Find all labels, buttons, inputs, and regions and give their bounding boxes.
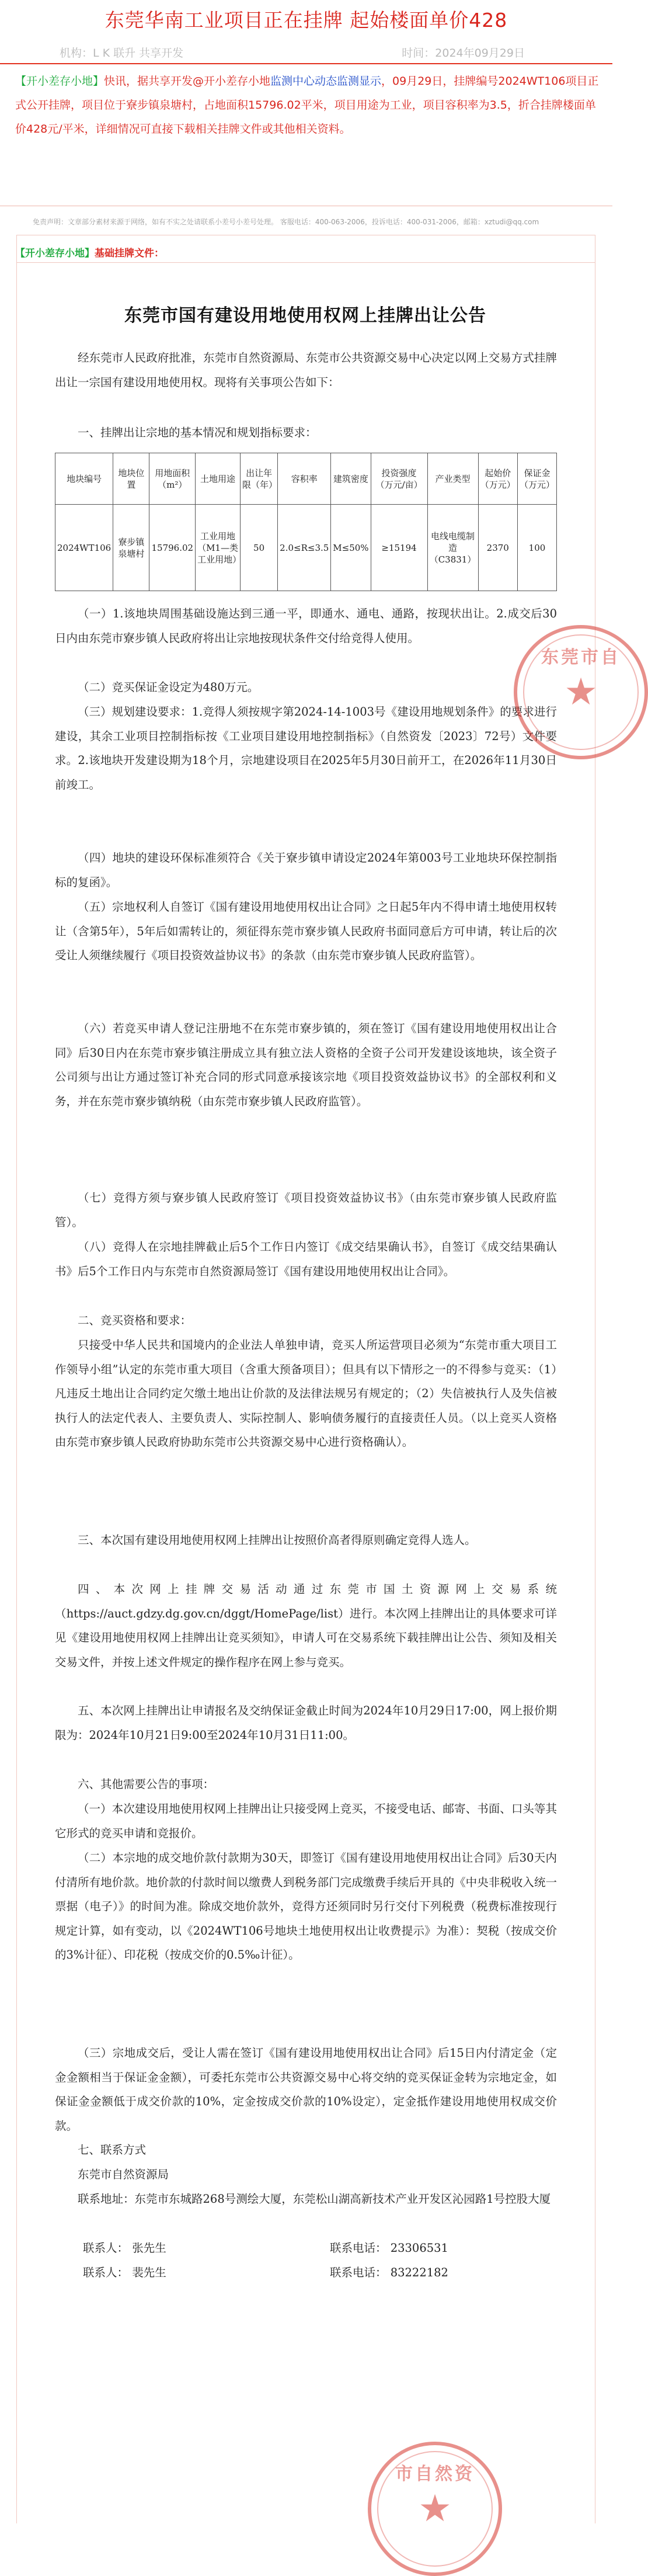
other-item-2: （二）本宗地的成交地价款付款期为30天，即签订《国有建设用地使用权出让合同》后30天内付清所有地价款。地价款的付款时间以缴费人到税务部门完成缴费手续后开具的《中央非税收入统一票据（电子）》的时间为准。除成交地价款外，竞得方还须同时另行交付下列税费（税费标准按现行规定计算，如有变动，以《2024WT106号地块土地使用权出让收费提示》为准）：契税（按成交价的3%计征）、印花税（按成交价的0.5‰计征）。 (55, 1851, 557, 1961)
table-header-cell: 出让年限（年） (241, 453, 278, 505)
table-cell: 2.0≤R≤3.5 (278, 505, 331, 591)
contact-address: 联系地址：东莞市东城路268号测绘大厦，东莞松山湖高新技术产业开发区沁园路1号控股大厦 (78, 2192, 551, 2206)
plot-info-table (55, 453, 557, 591)
section-label (15, 245, 164, 259)
contact-tel-1: 联系电话： 23306531 (330, 2241, 448, 2255)
intro-text-1: 快讯，据共享开发@开小差存小地 (104, 75, 271, 88)
table-header-cell: 用地面积（m²） (149, 453, 196, 505)
intro-brand[interactable]: 【开小差存小地】 (15, 75, 104, 88)
table-header-cell: 地块位置 (113, 453, 149, 505)
table-cell: 15796.02 (149, 505, 196, 591)
table-row (55, 505, 557, 591)
table-cell: 工业用地（M1—类工业用地） (196, 505, 241, 591)
section-label-text: 基础挂牌文件： (95, 248, 164, 259)
intro-paragraph (15, 70, 599, 141)
clause-8: （八）竞得人在宗地挂牌截止后5个工作日内签订《成交结果确认书》，自签订《成交结果确认书》后5个工作日内与东莞市自然资源局签订《国有建设用地使用权出让合同》。 (55, 1240, 557, 1278)
clause-1: （一）1.该地块周围基础设施达到三通一平，即通水、通电、通路，按现状出让。2.成交后30日内由东莞市寮步镇人民政府将出让宗地按现状条件交付给竞得人使用。 (55, 607, 557, 645)
table-header-row (55, 453, 557, 505)
source-label: 机构：L K 联升 共享开发 (60, 47, 184, 60)
clause-4: （四）地块的建设环保标准须符合《关于寮步镇申请设定2024年第003号工业地块环保控制指标的复函》。 (55, 851, 557, 889)
publish-date: 时间：2024年09月29日 (402, 47, 525, 60)
seal-text: 东莞市自 (541, 647, 621, 668)
heading-3: 三、本次国有建设用地使用权网上挂牌出让按照价高者得原则确定竞得人选人。 (78, 1533, 476, 1547)
heading-1: 一、挂牌出让宗地的基本情况和规划指标要求： (78, 426, 317, 439)
intro-text-2: ，09月29日，挂牌编号2024WT106项目正式公开挂牌，项目位于寮步镇泉塘村，占地面积15796.02平米，项目用途为工业，项目容积率为3.5，折合挂牌楼面单价428元/平米，详细情况可直接下载相关挂牌文件或其他相关资料。 (15, 75, 599, 136)
other-item-1: （一）本次建设用地使用权网上挂牌出让只接受网上竞买，不接受电话、邮寄、书面、口头等其它形式的竞买申请和竞报价。 (55, 1802, 557, 1840)
table-header-cell: 保证金（万元） (517, 453, 556, 505)
table-header-cell: 地块编号 (55, 453, 113, 505)
disclaimer: 免责声明：文章部分素材来源于网络，如有不实之处请联系小差号小差号处理。 客服电话：400-063-2006，投诉电话：400-031-2006，邮箱：xztudi@qq.com (33, 218, 539, 226)
seal-stamp-icon (368, 2442, 502, 2576)
star-icon: ★ (564, 671, 598, 714)
table-header-cell: 容积率 (278, 453, 331, 505)
table-cell: M≤50% (331, 505, 371, 591)
header-divider (0, 63, 612, 64)
table-cell: ≥15194 (371, 505, 427, 591)
table-header-cell: 土地用途 (196, 453, 241, 505)
seal-text: 市自然资 (395, 2464, 475, 2484)
table-cell: 2024WT106 (55, 505, 113, 591)
document-title: 东莞市国有建设用地使用权网上挂牌出让公告 (124, 305, 486, 326)
heading-6: 六、其他需要公告的事项： (78, 1777, 215, 1791)
headline: 东莞华南工业项目正在挂牌 起始楼面单价428 (104, 8, 508, 32)
table-cell: 100 (517, 505, 556, 591)
meta-row (0, 41, 612, 61)
section-divider (16, 262, 595, 263)
headline-bar (0, 0, 612, 37)
clause-5: （五）宗地权利人自签订《国有建设用地使用权出让合同》之日起5年内不得申请土地使用权转让（含第5年），5年后如需转让的，须征得东莞市寮步镇人民政府书面同意后方可申请，转让后的次受让人须继续履行《项目投资效益协议书》的条款（由东莞市寮步镇人民政府监管）。 (55, 900, 557, 962)
seal-stamp-icon (514, 625, 648, 759)
clause-3: （三）规划建设要求：1.竞得人须按规字第2024-14-1003号《建设用地规划条件》的要求进行建设，其余工业项目控制指标按《工业项目建设用地控制指标》（自然资发〔2023〕72号）文件要求。2.该地块开发建设期为18个月，宗地建设项目在2025年5月30日前开工，在2026年11月30日前竣工。 (55, 705, 557, 791)
contact-person-1: 联系人： 张先生 (83, 2241, 166, 2255)
heading-7: 七、联系方式 (78, 2143, 147, 2157)
section-brand[interactable]: 【开小差存小地】 (15, 248, 95, 259)
contact-tel-2: 联系电话： 83222182 (330, 2266, 448, 2279)
table-cell: 电线电缆制造（C3831） (427, 505, 478, 591)
heading-4: 四、本次网上挂牌交易活动通过东莞市国土资源网上交易系统（https://auct.gdzy.dg.gov.cn/dggt/HomePage/list）进行。本次网上挂牌出让的具体要求可详见《建设用地使用权网上挂牌出让竞买须知》，申请人可在交易系统下载挂牌出让公告、须知及相关交易文件，并按上述文件规定的操作程序在网上参与竞买。 (55, 1582, 557, 1669)
eligibility-paragraph: 只接受中华人民共和国境内的企业法人单独申请，竞买人所运营项目必须为“东莞市重大项目工作领导小组”认定的东莞市重大项目（含重大预备项目）；但具有以下情形之一的不得参与竞买：（1）凡违反土地出让合同约定欠缴土地出让价款的及法律法规另有规定的；（2）失信被执行人及失信被执行人的法定代表人、主要负责人、实际控制人、影响债务履行的直接责任人员。（以上竞买人资格由东莞市寮步镇人民政府协助东莞市公共资源交易中心进行资格确认）。 (55, 1338, 557, 1449)
table-cell: 寮步镇泉塘村 (113, 505, 149, 591)
doc-intro-paragraph: 经东莞市人民政府批准，东莞市自然资源局、东莞市公共资源交易中心决定以网上交易方式挂牌出让一宗国有建设用地使用权。现将有关事项公告如下： (55, 351, 557, 389)
table-header-cell: 起始价（万元） (478, 453, 517, 505)
clause-2: （二）竞买保证金设定为480万元。 (78, 681, 259, 694)
table-header-cell: 产业类型 (427, 453, 478, 505)
other-item-3: （三）宗地成交后，受让人需在签订《国有建设用地使用权出让合同》后15日内付清定金（定金金额相当于保证金金额），可委托东莞市公共资源交易中心将交纳的竞买保证金转为宗地定金，如保证金金额低于成交价款的10%，定金按成交价款的10%设定），定金抵作建设用地使用权成交价款。 (55, 2046, 557, 2133)
contact-org: 东莞市自然资源局 (78, 2168, 169, 2181)
star-icon: ★ (418, 2487, 452, 2530)
clause-7: （七）竞得方须与寮步镇人民政府签订《项目投资效益协议书》（由东莞市寮步镇人民政府监管）。 (55, 1191, 557, 1229)
table-header-cell: 投资强度（万元/亩） (371, 453, 427, 505)
monitor-center-link[interactable]: 监测中心动态监测显示 (270, 75, 382, 88)
deadline-paragraph: 五、本次网上挂牌出让申请报名及交纳保证金截止时间为2024年10月29日17:00，网上报价期限为：2024年10月21日9:00至2024年10月31日11:00。 (55, 1704, 557, 1742)
table-cell: 50 (241, 505, 278, 591)
clause-6: （六）若竞买申请人登记注册地不在东莞市寮步镇的，须在签订《国有建设用地使用权出让合同》后30日内在东莞市寮步镇注册成立具有独立法人资格的全资子公司开发建设该地块，该全资子公司须与出让方通过签订补充合同的形式同意承接该宗地《项目投资效益协议书》的全部权利和义务，并在东莞市寮步镇纳税（由东莞市寮步镇人民政府监管）。 (55, 1022, 557, 1108)
table-cell: 2370 (478, 505, 517, 591)
contact-person-2: 联系人： 裴先生 (83, 2266, 166, 2279)
heading-2: 二、竞买资格和要求： (78, 1314, 192, 1327)
table-header-cell: 建筑密度 (331, 453, 371, 505)
